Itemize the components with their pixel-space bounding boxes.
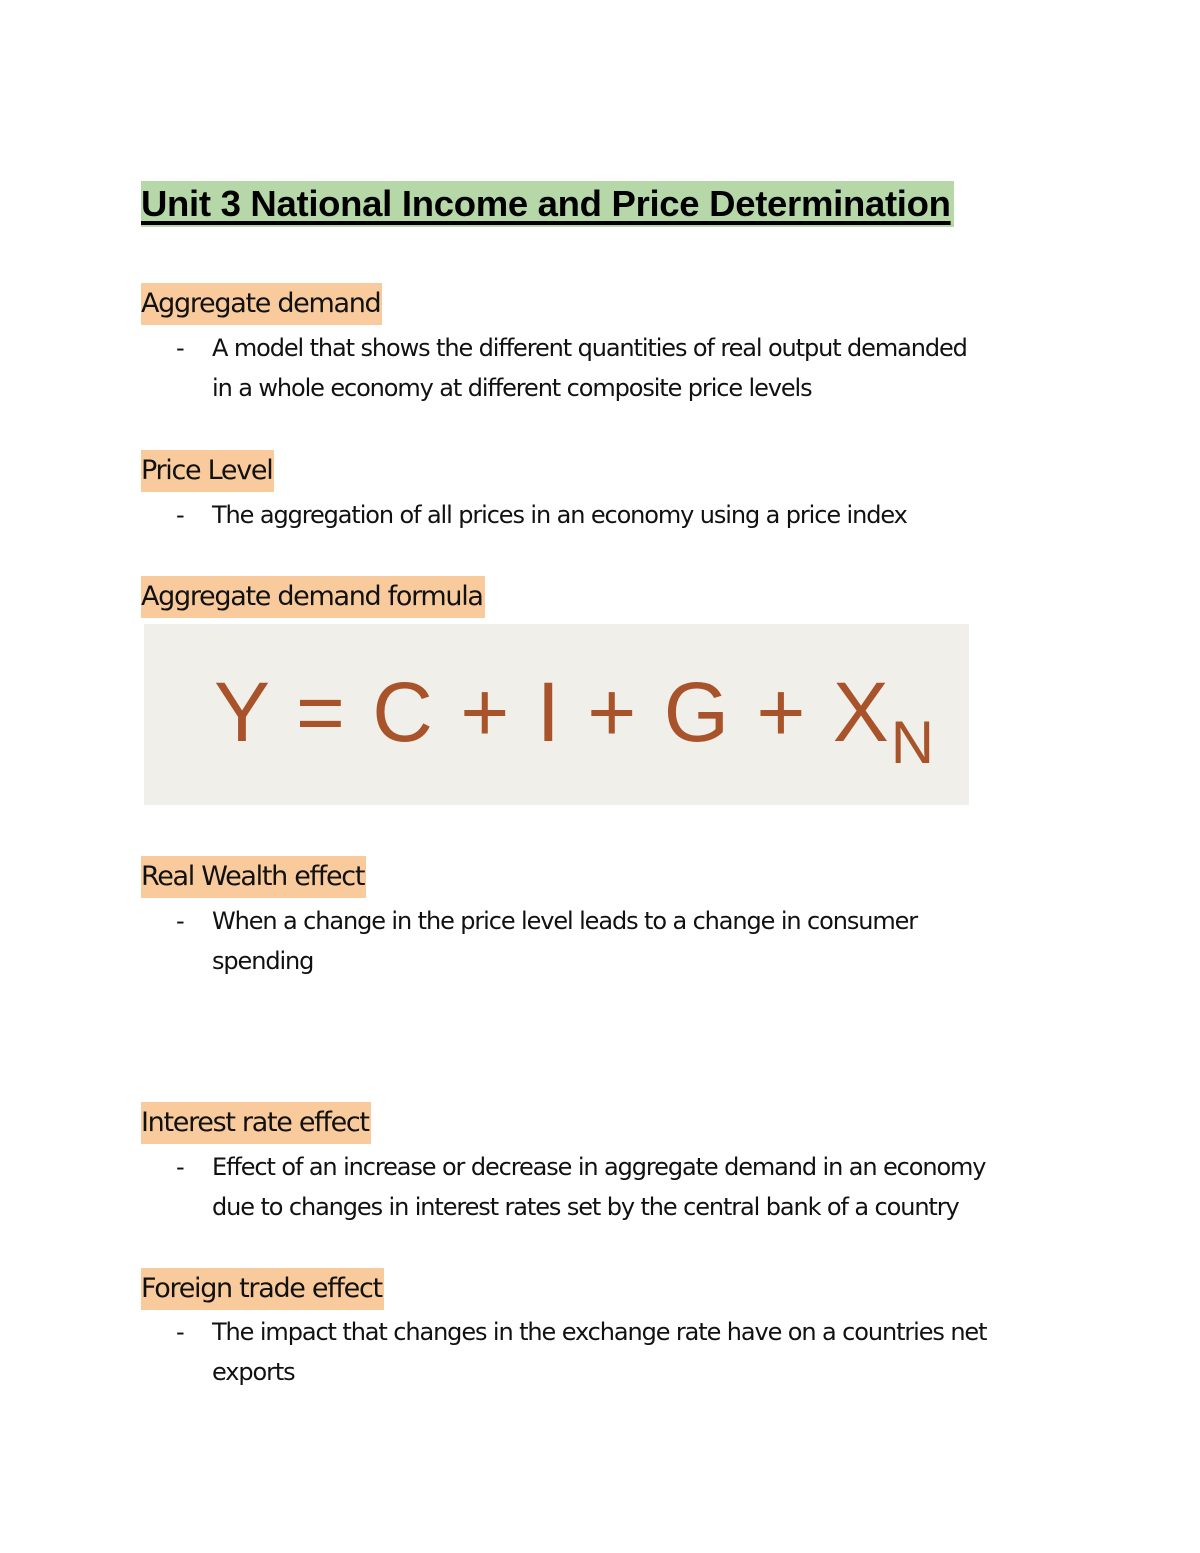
bullet-line: When a change in the price level leads to a change in consumer: [212, 907, 918, 935]
bullet-line: exports: [212, 1358, 295, 1386]
document-title: Unit 3 National Income and Price Determination: [141, 181, 954, 227]
bullet-text: [212, 328, 1062, 408]
bullet-text: [212, 495, 1062, 535]
heading-aggregate-demand: Aggregate demand: [141, 283, 382, 325]
bullet-dash: -: [176, 501, 185, 529]
bullet-text: [212, 1147, 1062, 1227]
heading-interest-rate-effect: Interest rate effect: [141, 1102, 371, 1144]
bullet-dash: -: [176, 1153, 185, 1181]
bullet-dash: -: [176, 334, 185, 362]
bullet-line: due to changes in interest rates set by the central bank of a country: [212, 1193, 959, 1221]
bullet-dash: -: [176, 1318, 185, 1346]
bullet-line: spending: [212, 947, 314, 975]
formula-main: Y = C + I + G + X: [214, 665, 891, 759]
heading-foreign-trade-effect: Foreign trade effect: [141, 1268, 384, 1310]
bullet-dash: -: [176, 907, 185, 935]
bullet-line: The aggregation of all prices in an economy using a price index: [212, 501, 907, 529]
bullet-text: [212, 1312, 1062, 1392]
bullet-line: The impact that changes in the exchange rate have on a countries net: [212, 1318, 987, 1346]
heading-aggregate-demand-formula: Aggregate demand formula: [141, 576, 485, 618]
heading-real-wealth-effect: Real Wealth effect: [141, 856, 366, 898]
formula-subscript: N: [890, 709, 937, 776]
formula-text: [214, 664, 936, 777]
bullet-line: A model that shows the different quantities of real output demanded: [212, 334, 967, 362]
bullet-line: Effect of an increase or decrease in aggregate demand in an economy: [212, 1153, 986, 1181]
heading-price-level: Price Level: [141, 450, 274, 492]
bullet-line: in a whole economy at different composite price levels: [212, 374, 812, 402]
formula-image: [144, 624, 969, 805]
bullet-text: [212, 901, 1062, 981]
